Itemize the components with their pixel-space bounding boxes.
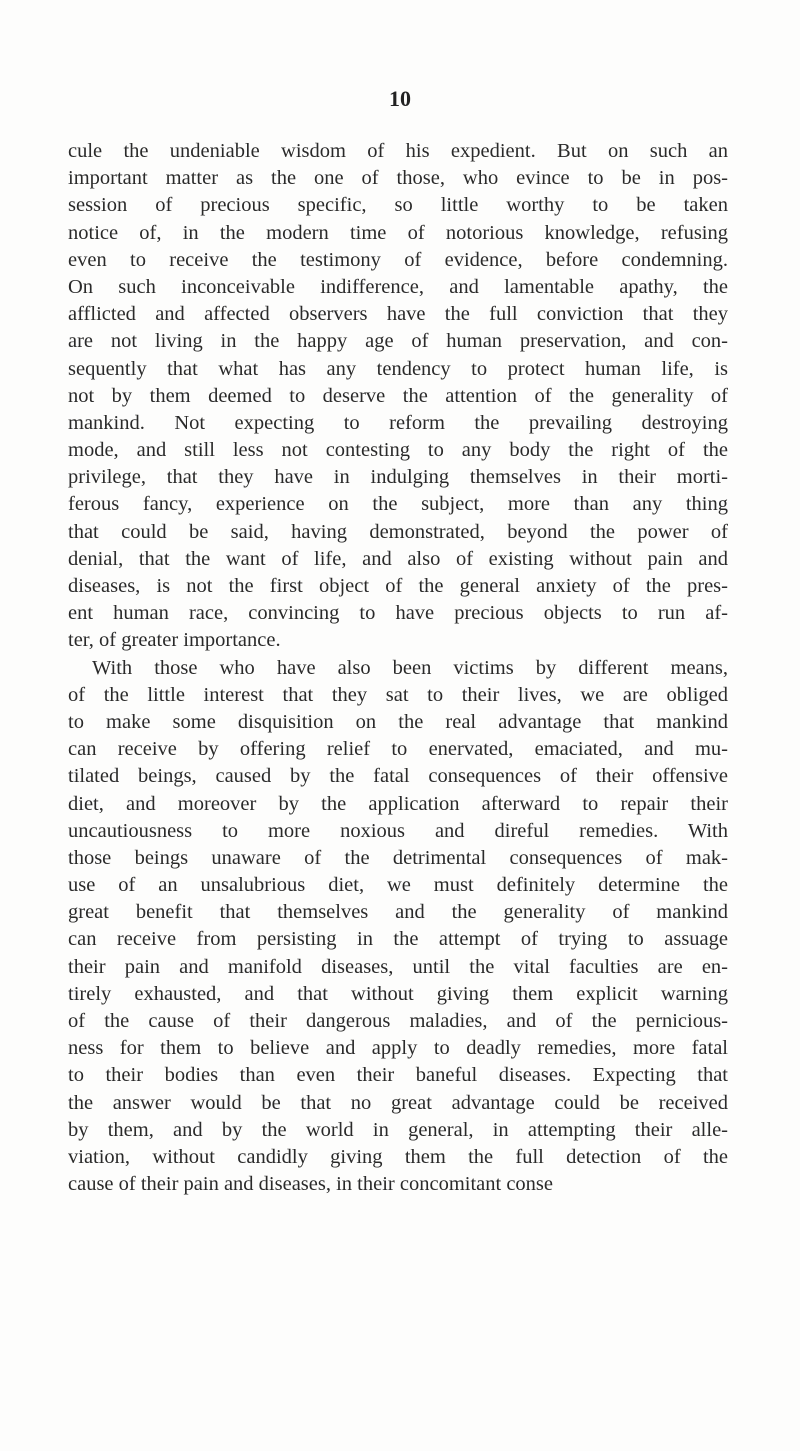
- text-line: use of an unsalubrious diet, we must definitely determine the: [68, 874, 728, 897]
- text-line: uncautiousness to more noxious and direful remedies. With: [68, 819, 728, 842]
- text-line: even to receive the testimony of evidence, before condemning.: [68, 248, 728, 271]
- text-line: that could be said, having demonstrated, beyond the power of: [68, 520, 728, 543]
- text-line: important matter as the one of those, who evince to be in pos-: [68, 167, 728, 190]
- text-line: diet, and moreover by the application afterward to repair their: [68, 792, 728, 815]
- text-line: denial, that the want of life, and also of existing without pain and: [68, 547, 728, 570]
- text-line: by them, and by the world in general, in attempting their alle-: [68, 1118, 728, 1141]
- text-line: the answer would be that no great advantage could be received: [68, 1091, 728, 1114]
- text-line: are not living in the happy age of human preservation, and con-: [68, 330, 728, 353]
- text-line: session of precious specific, so little worthy to be taken: [68, 194, 728, 217]
- text-line: diseases, is not the first object of the general anxiety of the pres-: [68, 575, 728, 597]
- text-line: viation, without candidly giving them the full detection of the: [68, 1145, 728, 1168]
- text-line: mankind. Not expecting to reform the prevailing destroying: [68, 411, 728, 434]
- paragraph-end-line: ter, of greater importance.: [68, 629, 281, 652]
- text-line: cule the undeniable wisdom of his expedient. But on such an: [68, 140, 728, 162]
- text-line: afflicted and affected observers have the full conviction that they: [68, 303, 728, 326]
- page-number: 10: [389, 86, 411, 111]
- text-line: great benefit that themselves and the generality of mankind: [68, 901, 728, 924]
- text-line: of the little interest that they sat to their lives, we are obliged: [68, 683, 728, 706]
- text-line: cause of their pain and diseases, in their concomitant conse: [68, 1173, 554, 1196]
- body-text: [68, 138, 728, 1198]
- text-line: their pain and manifold diseases, until the vital faculties are en-: [68, 955, 728, 978]
- text-line: those beings unaware of the detrimental consequences of mak-: [68, 846, 728, 869]
- text-line: to their bodies than even their baneful diseases. Expecting that: [68, 1064, 728, 1087]
- text-line: ness for them to believe and apply to deadly remedies, more fatal: [68, 1037, 728, 1060]
- text-line: to make some disquisition on the real advantage that mankind: [68, 710, 728, 733]
- text-line: ent human race, convincing to have precious objects to run af-: [68, 602, 728, 625]
- text-line: can receive from persisting in the attempt of trying to assuage: [68, 928, 728, 951]
- text-line: privilege, that they have in indulging themselves in their morti-: [68, 466, 728, 489]
- text-line: ferous fancy, experience on the subject, more than any thing: [68, 493, 728, 516]
- text-line: notice of, in the modern time of notorious knowledge, refusing: [68, 221, 728, 244]
- text-line: tilated beings, caused by the fatal consequences of their offensive: [68, 765, 728, 788]
- text-line: of the cause of their dangerous maladies, and of the pernicious-: [68, 1010, 728, 1032]
- text-line: sequently that what has any tendency to protect human life, is: [68, 357, 728, 380]
- text-line: can receive by offering relief to enervated, emaciated, and mu-: [68, 738, 728, 761]
- text-line: not by them deemed to deserve the attention of the generality of: [68, 384, 728, 407]
- paragraph-start-line: With those who have also been victims by different means,: [92, 656, 728, 679]
- text-line: tirely exhausted, and that without giving them explicit warning: [68, 982, 728, 1005]
- text-line: On such inconceivable indifference, and lamentable apathy, the: [68, 275, 728, 298]
- text-line: mode, and still less not contesting to any body the right of the: [68, 439, 728, 462]
